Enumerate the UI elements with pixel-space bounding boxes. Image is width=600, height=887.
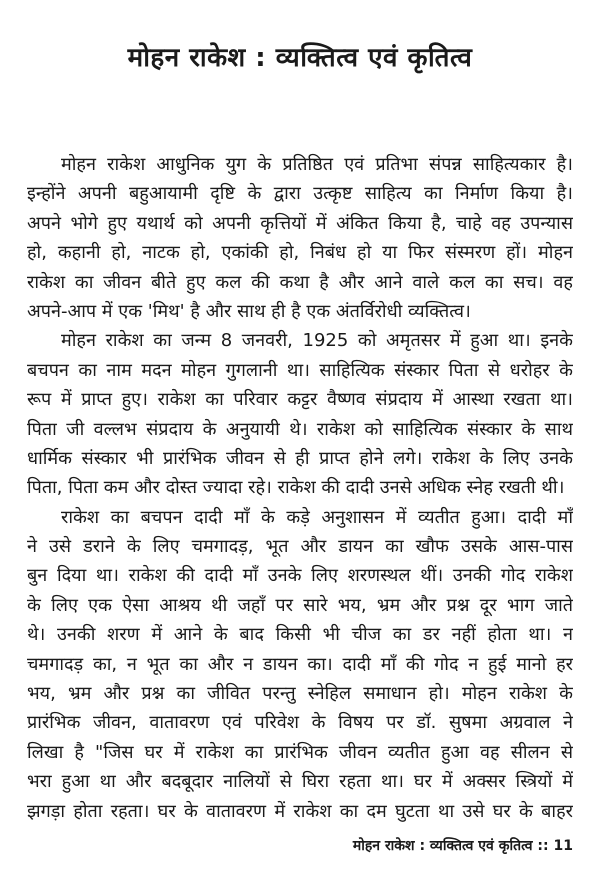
text-line: झगड़ा होता रहता। घर के वातावरण में राकेश का दम घुटता था उसे घर के बाहर <box>27 800 573 822</box>
text-line: मोहन राकेश आधुनिक युग के प्रतिष्ठित एवं प्रतिभा संपन्न साहित्यकार है। <box>61 154 573 175</box>
text-line: प्रारंभिक जीवन, वातावरण एवं परिवेश के विषय पर डॉ. सुषमा अग्रवाल ने <box>27 712 573 734</box>
page-number: 11 <box>553 838 573 854</box>
text-line: मोहन राकेश का जन्म 8 जनवरी, 1925 को अमृतसर में हुआ था। इनके <box>61 330 573 352</box>
text-line: धार्मिक संस्कार भी प्रारंभिक जीवन से ही प्राप्त होने लगे। राकेश के लिए उनके <box>27 447 573 469</box>
text-line: चमगादड़ का, न भूत का और न डायन का। दादी माँ की गोद न हुई मानो हर <box>27 653 573 675</box>
body-text <box>27 150 573 826</box>
text-line: राकेश का बचपन दादी माँ के कड़े अनुशासन में व्यतीत हुआ। दादी माँ <box>61 506 573 528</box>
text-line: भय, भ्रम और प्रश्न का जीवित परन्तु स्नेहिल समाधान हो। मोहन राकेश के <box>27 683 573 705</box>
text-line: हो, कहानी हो, नाटक हो, एकांकी हो, निबंध हो या फिर संस्मरण हों। मोहन <box>27 242 573 264</box>
text-line: इन्होंने अपनी बहुआयामी दृष्टि के द्वारा उत्कृष्ट साहित्य का निर्माण किया है। <box>27 183 573 205</box>
text-line: के लिए एक ऐसा आश्रय थी जहाँ पर सारे भय, भ्रम और प्रश्न दूर भाग जाते <box>27 594 573 616</box>
text-line: ने उसे डराने के लिए चमगादड़, भूत और डायन का खौफ उसके आस-पास <box>27 536 573 558</box>
page-title: मोहन राकेश : व्यक्तित्व एवं कृतित्व <box>127 43 473 73</box>
text-line: पिता जी वल्लभ संप्रदाय के अनुयायी थे। राकेश को साहित्यिक संस्कार के साथ <box>27 418 573 440</box>
page-footer <box>353 836 573 855</box>
running-title: मोहन राकेश : व्यक्तित्व एवं कृतित्व :: <box>352 838 549 854</box>
text-line: लिखा है "जिस घर में राकेश का प्रारंभिक जीवन व्यतीत हुआ वह सीलन से <box>27 741 573 763</box>
text-line: बचपन का नाम मदन मोहन गुगलानी था। साहित्यिक संस्कार पिता से धरोहर के <box>27 359 573 381</box>
text-line: पिता, पिता कम और दोस्त ज्यादा रहे। राकेश की दादी उनसे अधिक स्नेह रखती थी। <box>27 477 565 499</box>
text-line: रूप में प्राप्त हुए। राकेश का परिवार कट्टर वैष्णव संप्रदाय में आस्था रखता था। <box>27 389 573 411</box>
text-line: अपने भोगे हुए यथार्थ को अपनी कृत्तियों में अंकित किया है, चाहे वह उपन्यास <box>27 212 573 234</box>
text-line: बुन दिया था। राकेश की दादी माँ उनके लिए शरणस्थल थीं। उनकी गोद राकेश <box>27 565 573 587</box>
text-line: राकेश का जीवन बीते हुए कल की कथा है और आने वाले कल का सच। वह <box>27 271 573 293</box>
text-line: भरा हुआ था और बदबूदार नालियों से घिरा रहता था। घर में अक्सर स्त्रियों में <box>27 771 573 793</box>
text-line: अपने-आप में एक 'मिथ' है और साथ ही है एक अंतर्विरोधी व्यक्तित्व। <box>27 300 471 322</box>
text-line: थे। उनकी शरण में आने के बाद किसी भी चीज का डर नहीं होता था। न <box>27 624 573 646</box>
